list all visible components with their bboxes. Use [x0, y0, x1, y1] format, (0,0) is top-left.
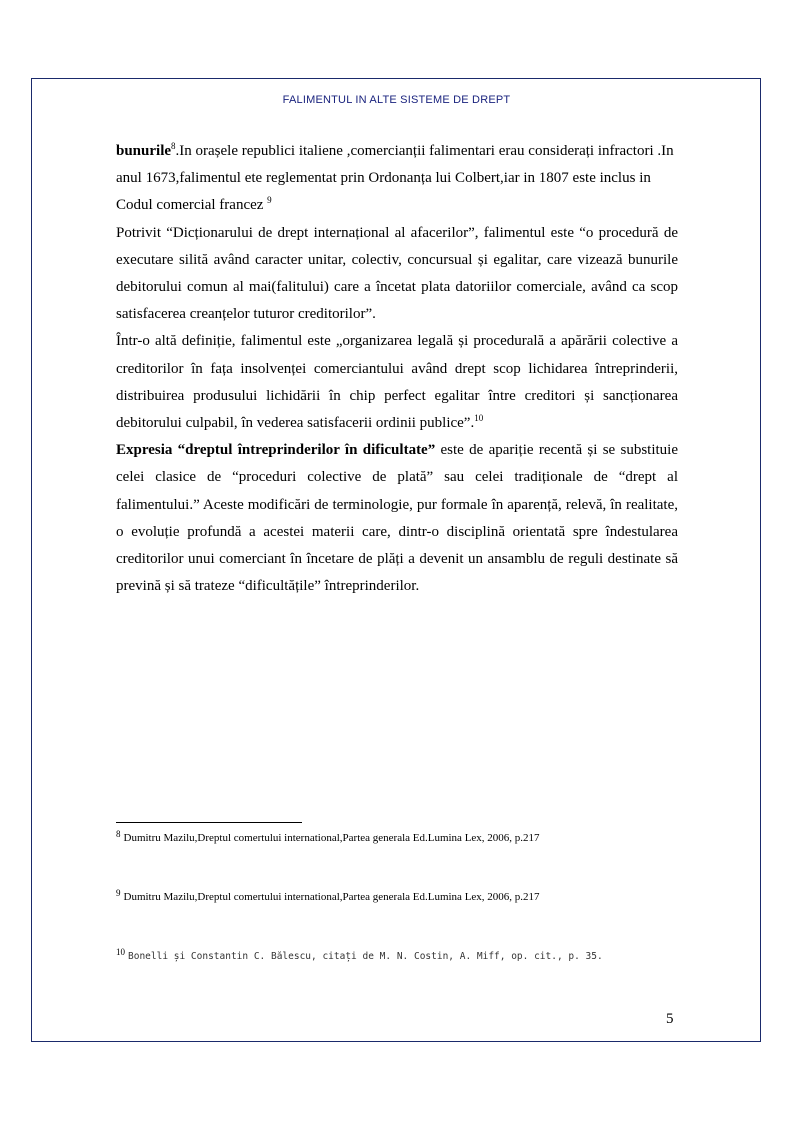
footnote-ref-10[interactable]: 10: [474, 413, 484, 424]
footnote-text: Dumitru Mazilu,Dreptul comertului international,Partea generala Ed.Lumina Lex, 2006, p.217: [123, 891, 540, 903]
footnote-separator: [116, 822, 302, 823]
footnote-number: 10: [116, 947, 125, 957]
paragraph-2: [116, 220, 678, 329]
footnote-ref-8[interactable]: 8: [171, 141, 176, 151]
main-text: [116, 138, 678, 600]
bold-lead-expresia: Expresia “dreptul întreprinderilor în dificultate”: [116, 442, 436, 459]
bold-lead-bunurile: bunurile: [116, 143, 172, 159]
footnote-9: [116, 888, 540, 903]
footnote-number: 9: [116, 888, 121, 898]
paragraph-4: [116, 437, 678, 600]
paragraph-2-text: Potrivit “Dicționarului de drept internațional al afacerilor”, falimentul este “o procedură de executare silită având caracter unitar, colectiv, concursual și egalitar, care vizează bunurile debitorului comun al mai(falitului) care a încetat plata datoriilor comerciale, având ca scop satisfacerea creanțelor tuturor creditorilor”.: [116, 224, 678, 323]
footnote-ref-9[interactable]: 9: [267, 195, 272, 206]
paragraph-1-text: .In orașele republici italiene ,comercianții falimentari erau considerați infractori .In anul 1673,falimentul ete reglementat prin Ordonanța lui Colbert,iar in 1807 este inclus in Codul comercial francez: [116, 143, 674, 214]
running-header: FALIMENTUL IN ALTE SISTEME DE DREPT: [282, 94, 511, 106]
paragraph-1: [116, 138, 678, 220]
paragraph-3-text: Într-o altă definiție, falimentul este „organizarea legală și procedurală a apărării colective a creditorilor în fața insolvenței comerciantului având drept scop lichidarea întreprinderii, distribuirea produsului lichidării în chip perfect egalitar între creditori și sancționarea debitorului culpabil, în vederea satisfacerii ordinii publice”.: [116, 333, 678, 432]
paragraph-4-text: este de apariție recentă și se substituie celei clasice de “proceduri colective de plată” sau celei tradiționale de “drept al falimentului.” Aceste modificări de terminologie, pur formale în aparență, relevă, în realitate, o evoluție profundă a acestei materii care, dintr-o disciplină orientată spre îndestularea creditorilor unui comerciant în încetare de plăți a devenit un ansamblu de reguli destinate să prevină și să trateze “dificultățile” întreprinderilor.: [116, 442, 678, 595]
paragraph-3: [116, 328, 678, 437]
footnote-text: Bonelli și Constantin C. Bălescu, citați de M. N. Costin, A. Miff, op. cit., p. 35.: [128, 951, 603, 962]
footnote-8: [116, 829, 540, 844]
page-number: 5: [666, 1011, 674, 1027]
footnote-10: [116, 947, 603, 962]
footnote-text: Dumitru Mazilu,Dreptul comertului international,Partea generala Ed.Lumina Lex, 2006, p.217: [123, 832, 540, 844]
footnote-number: 8: [116, 829, 121, 839]
